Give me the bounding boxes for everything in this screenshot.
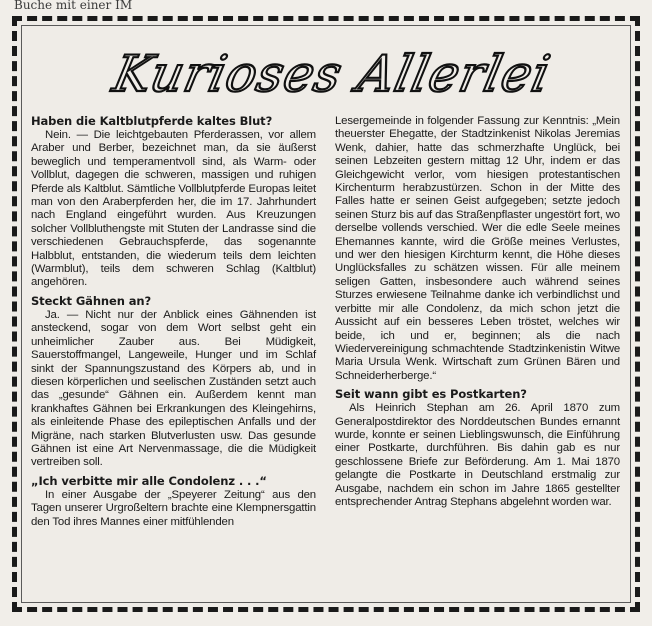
cut-off-text-fragment: Buche mit einer IM bbox=[14, 0, 133, 12]
article-frame bbox=[12, 16, 640, 612]
article-3-heading: „Ich verbitte mir alle Condolenz . . .“ bbox=[31, 473, 267, 488]
column-left bbox=[31, 115, 316, 534]
article-4-heading: Seit wann gibt es Postkarten? bbox=[335, 387, 527, 402]
article-4-body: Als Heinrich Stephan am 26. April 1870 zum Generalpostdirektor des Norddeutschen Bundes ernannt wurde, konnte er seinen Lieblingswunsch, die Einführung einer Postkarte, durchführen. Bis dahin gab es nur geschlossene Briefe zur Beförderung. Am 1. Mai 1870 gelangte die Postkarte in Deutschland erstmalig zur Ausgabe, nachdem ein schon im Jahre 1865 gestellter entsprechender Antrag Stephans abgelehnt worden war. bbox=[335, 402, 620, 508]
article-3-body-part-2: Lesergemeinde in folgender Fassung zur Kenntnis: „Mein theuerster Ehegatte, der Stadtzinkenist Nikolas Jeremias Wenk, dahier, hatte das schmerzhafte Unglück, bei seinen Lebzeiten gestern mittag 12 Uhr, indem er das Gleichgewicht verlor, vom hiesigen protestantischen Kirchenturm herabzustürzen. Schon in der Mitte des Falles hatte er seinen Geist aufgegeben; setzte jedoch seinen Sturz bis auf das Straßenpflaster ungestört fort, wo derselbe vollends verschied. Wer die edle Seele meines Ehemannes kannte, wird die Größe meines Verlustes, und wer den hiesigen Kirchturm kennt, die Höhe dieses Unglücksfalles zu schätzen wissen. Für alle meinem seligen Gatten, insbesondere auch während seines Sturzes erwiesene Teilnahme danke ich verbindlichst und verbitte mir alle Condolenz, da mich schon jetzt die Aussicht auf ein besseres Leben tröstet, welches wir beide, ich und er, beginnen; als die nach Wiedervereinigung schmachtende Stadtzinkenistin Witwe Maria Ursula Wenk. Wirtschaft zum Grünen Bären und Schneiderherberge.“ bbox=[335, 115, 620, 382]
title-script-svg bbox=[108, 27, 556, 115]
article-2-heading: Steckt Gähnen an? bbox=[31, 293, 152, 308]
article-3-body-part-1: In einer Ausgabe der „Speyerer Zeitung“ aus den Tagen unserer Urgroßeltern brachte eine Klempnersgattin den Tod ihres Mannes einer mitfühlenden bbox=[31, 488, 316, 528]
article-1-body: Nein. — Die leichtgebauten Pferderassen, vor allem Araber und Berber, bezeichnet man, da sie äußerst beweglich und temperamentvoll sind, als Warm- oder Vollblut, dagegen die schweren, massigen und ruhigen Pferde als Kaltblut. Sämtliche Vollblutpferde Europas leitet man von den Araberpferden her, die im 17. Jahrhundert nach England eingeführt wurden. Aus Kreuzungen solcher Vollbluthengste mit Stuten der Landrasse sind die verschiedenen Gebrauchspferde, das sogenannte Halbblut, entstanden, die wiederum teils dem leichten (Warmblut), teils dem schweren Schlag (Kaltblut) angehören. bbox=[31, 129, 316, 289]
section-title bbox=[108, 27, 556, 115]
article-2-body: Ja. — Nicht nur der Anblick eines Gähnenden ist ansteckend, sogar von dem Wort selbst geht ein unheimlicher Zauber aus. Bei Müdigkeit, Sauerstoffmangel, Langeweile, Hunger und im Schlaf sinkt der Spannungszustand des Körpers ab, und in diesen körperlichen und seelischen Zuständen setzt auch das „gesunde“ Gähnen ein. Außerdem kennt man krankhaftes Gähnen bei Erkrankungen des Kleingehirns, als einleitende Phase des epileptischen Anfalls und der Migräne, nach starken Blutverlusten usw. Das gesunde Gähnen ist eine Art Nervenmassage, die die Müdigkeit vertreiben soll. bbox=[31, 308, 316, 469]
article-1-heading: Haben die Kaltblutpferde kaltes Blut? bbox=[31, 114, 273, 128]
column-right bbox=[335, 115, 620, 514]
title-text: Kurioses Allerlei bbox=[108, 44, 556, 103]
